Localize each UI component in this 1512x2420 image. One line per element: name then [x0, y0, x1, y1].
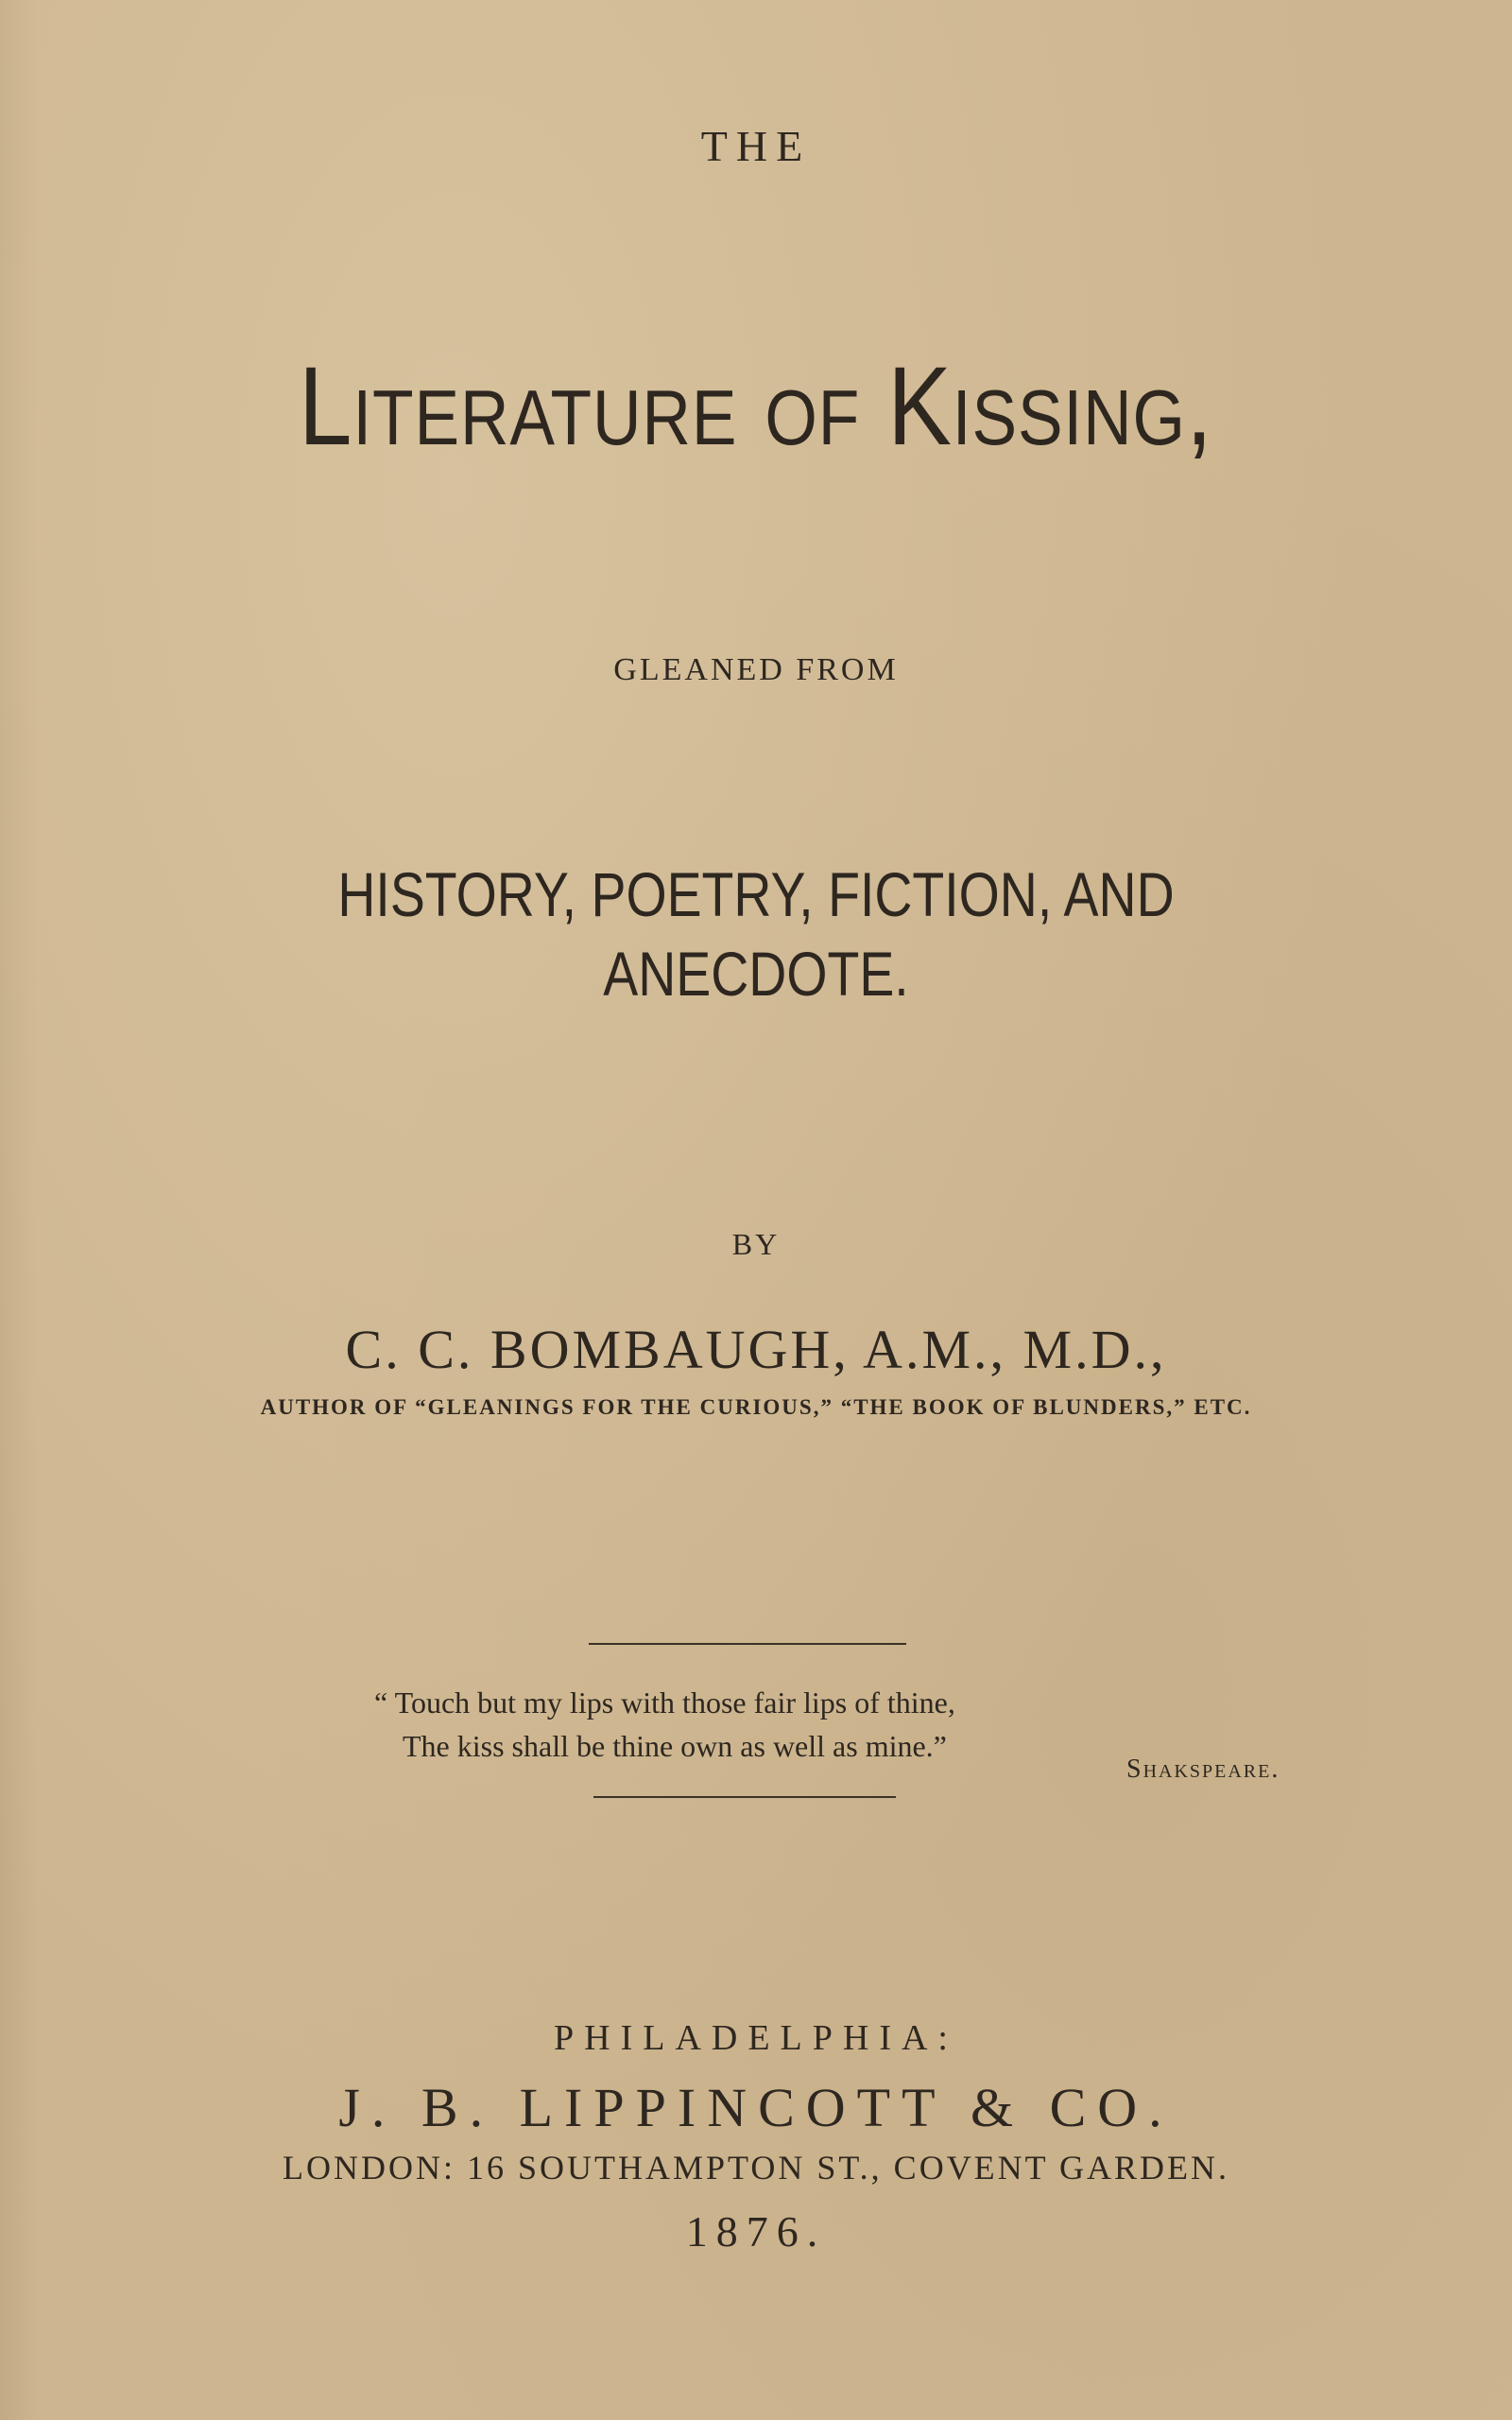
- imprint-year: 1876.: [685, 2207, 827, 2256]
- gleaned-from-label: GLEANED FROM: [613, 652, 899, 687]
- epigraph-rule-top: [589, 1643, 906, 1645]
- author-other-works: AUTHOR OF “GLEANINGS FOR THE CURIOUS,” “THE BOOK OF BLUNDERS,” ETC.: [260, 1395, 1252, 1419]
- epigraph: [374, 1681, 955, 1768]
- imprint-address: LONDON: 16 SOUTHAMPTON ST., COVENT GARDEN.: [282, 2149, 1230, 2187]
- imprint-city: PHILADELPHIA:: [554, 2018, 958, 2058]
- subtitle-line-1: HISTORY, POETRY, FICTION, AND: [337, 859, 1175, 929]
- epigraph-attribution: Shakspeare.: [1126, 1754, 1280, 1784]
- author-name: C. C. BOMBAUGH, A.M., M.D.,: [345, 1319, 1167, 1380]
- epigraph-line-1: “ Touch but my lips with those fair lips of thine,: [374, 1685, 955, 1720]
- main-title: Literature of Kissing,: [299, 344, 1213, 469]
- epigraph-rule-bottom: [593, 1796, 896, 1798]
- epigraph-line-2: The kiss shall be thine own as well as mine.”: [403, 1729, 947, 1763]
- imprint-publisher: J. B. LIPPINCOTT & CO.: [338, 2077, 1174, 2138]
- title-article: THE: [700, 122, 812, 170]
- subtitle-line-2: ANECDOTE.: [603, 939, 909, 1009]
- by-label: BY: [731, 1227, 781, 1261]
- subtitle: [121, 855, 1391, 1013]
